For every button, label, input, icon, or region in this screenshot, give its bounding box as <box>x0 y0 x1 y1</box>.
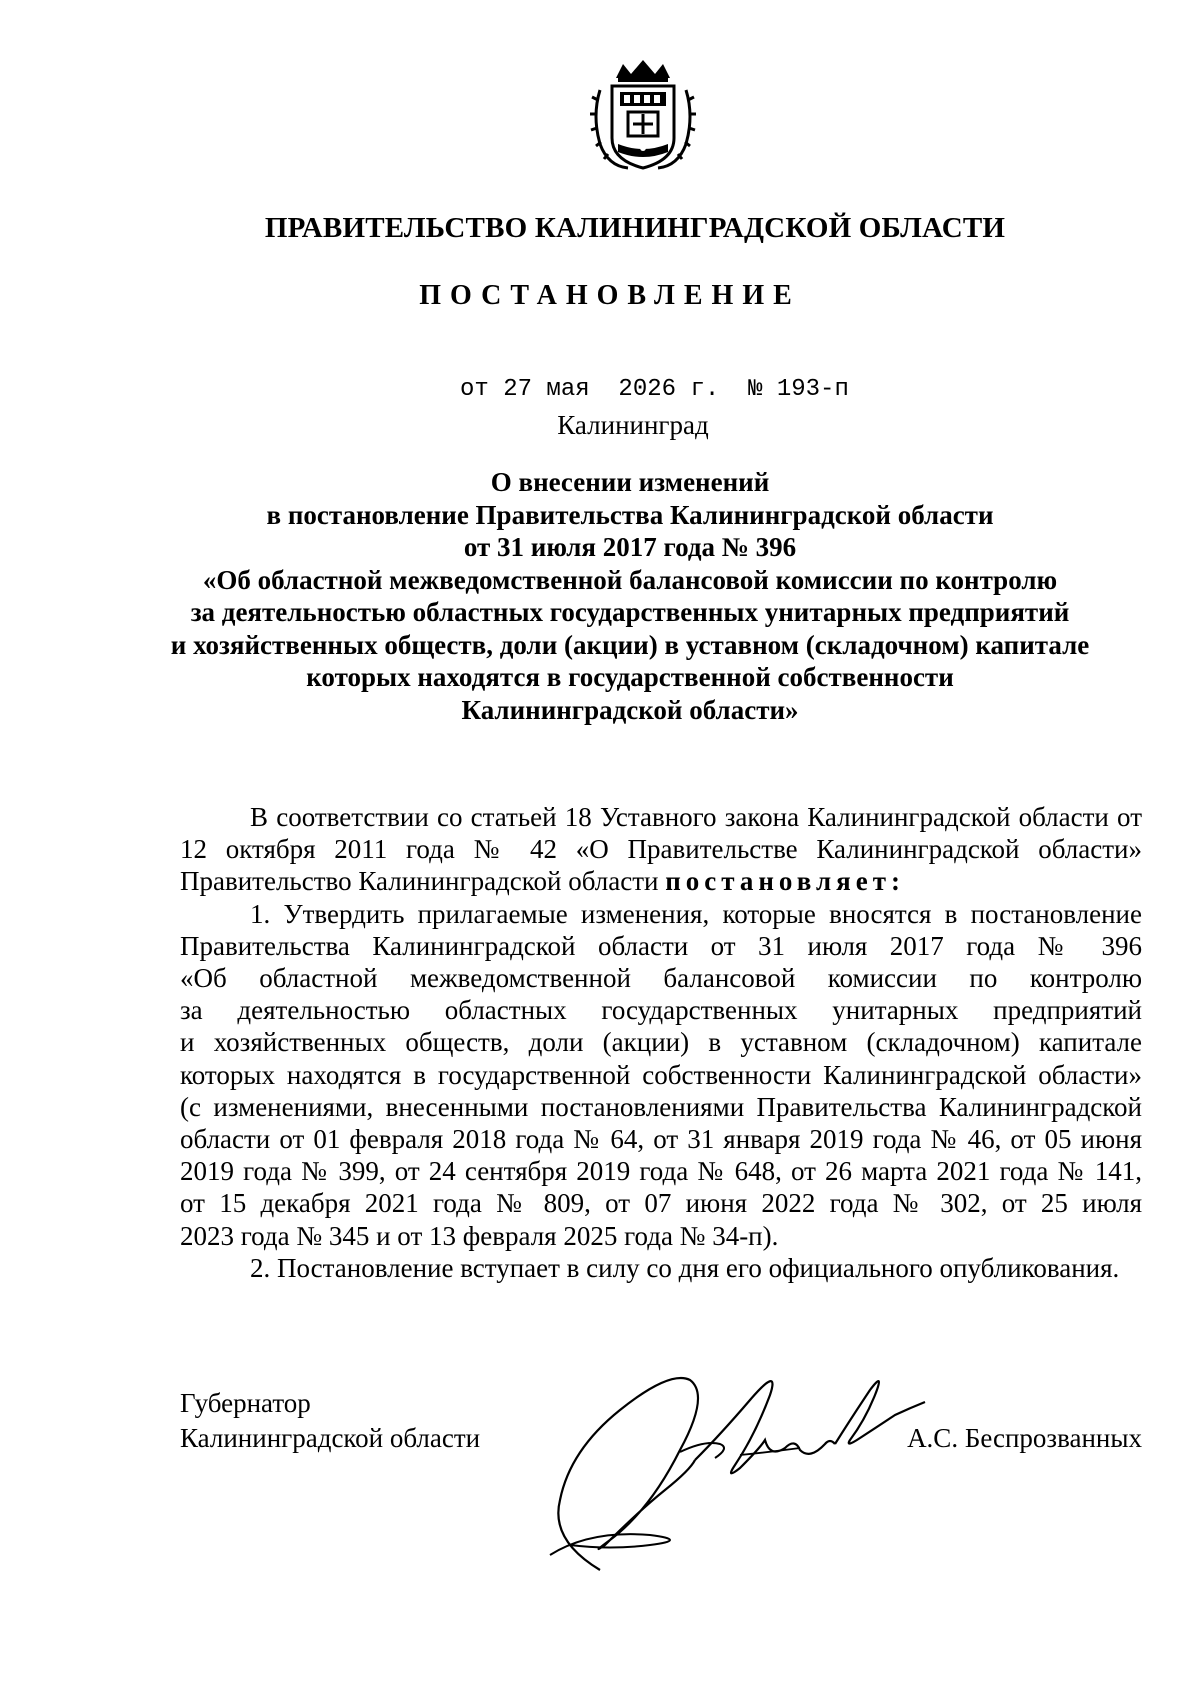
item-1-line: Правительства Калининградской области от 31 июля 2017 года № 396 <box>180 930 1142 961</box>
item-1-line: и хозяйственных обществ, доли (акции) в уставном (складочном) капитале <box>180 1027 1142 1058</box>
item-1-line: которых находятся в государственной собственности Калининградской области» <box>180 1059 1142 1090</box>
item-1-line: области от 01 февраля 2018 года № 64, от 31 января 2019 года № 46, от 05 июня <box>180 1124 1142 1155</box>
subject-line: от 31 июля 2017 года № 396 <box>463 532 797 562</box>
item-2-paragraph: 2. Постановление вступает в силу со дня его официального опубликования. <box>250 1252 1120 1283</box>
document-type: ПОСТАНОВЛЕНИЕ <box>419 280 801 311</box>
coat-of-arms-icon <box>588 56 698 176</box>
item-1-line: 2019 года № 399, от 24 сентября 2019 года № 648, от 26 марта 2021 года № 141, <box>180 1156 1142 1187</box>
item-1-line: 1. Утвердить прилагаемые изменения, которые вносятся в постановление <box>250 898 1142 929</box>
subject-line: в постановление Правительства Калининградской области <box>266 499 994 530</box>
subject-line: Калининградской области» <box>461 694 799 725</box>
date-and-number: от 27 мая 2026 г. № 193-п <box>460 376 849 403</box>
subject-line: и хозяйственных обществ, доли (акции) в уставном (складочном) капитале <box>170 629 1090 660</box>
handwritten-signature-icon <box>530 1340 930 1580</box>
decree-subject <box>0 466 1200 726</box>
item-1-line: «Об областной межведомственной балансовой комиссии по контролю <box>180 963 1142 994</box>
item-1-line: от 15 декабря 2021 года № 809, от 07 июня 2022 года № 302, от 25 июля <box>180 1188 1142 1219</box>
government-title: ПРАВИТЕЛЬСТВО КАЛИНИНГРАДСКОЙ ОБЛАСТИ <box>264 212 1006 244</box>
resolves-word: постановляет: <box>665 866 905 897</box>
preamble-text: В соответствии со статьей 18 Уставного закона Калининградской области от 12 октября 2011 года № 42 «О Правительстве Калининградской области» Правительство Калининградской области <box>180 802 1142 897</box>
city: Калининград <box>557 410 709 440</box>
subject-line: которых находятся в государственной собственности <box>306 662 954 692</box>
signatory-title: Губернатор <box>180 1388 311 1418</box>
decree-body <box>180 801 1142 1284</box>
item-1-line: за деятельностью областных государственных унитарных предприятий <box>180 995 1142 1026</box>
item-1-paragraph <box>180 898 1142 1252</box>
item-1-line: 2023 года № 345 и от 13 февраля 2025 года № 34-п). <box>180 1220 779 1251</box>
item-1-line: (с изменениями, внесенными постановлениями Правительства Калининградской <box>180 1091 1142 1122</box>
signatory-name: А.С. Беспрозванных <box>907 1423 1142 1453</box>
subject-line: «Об областной межведомственной балансовой комиссии по контролю <box>202 564 1058 595</box>
subject-line: О внесении изменений <box>490 467 770 497</box>
signatory-region: Калининградской области <box>180 1423 481 1453</box>
subject-line: за деятельностью областных государственных унитарных предприятий <box>190 597 1070 627</box>
preamble-paragraph <box>180 801 1142 898</box>
